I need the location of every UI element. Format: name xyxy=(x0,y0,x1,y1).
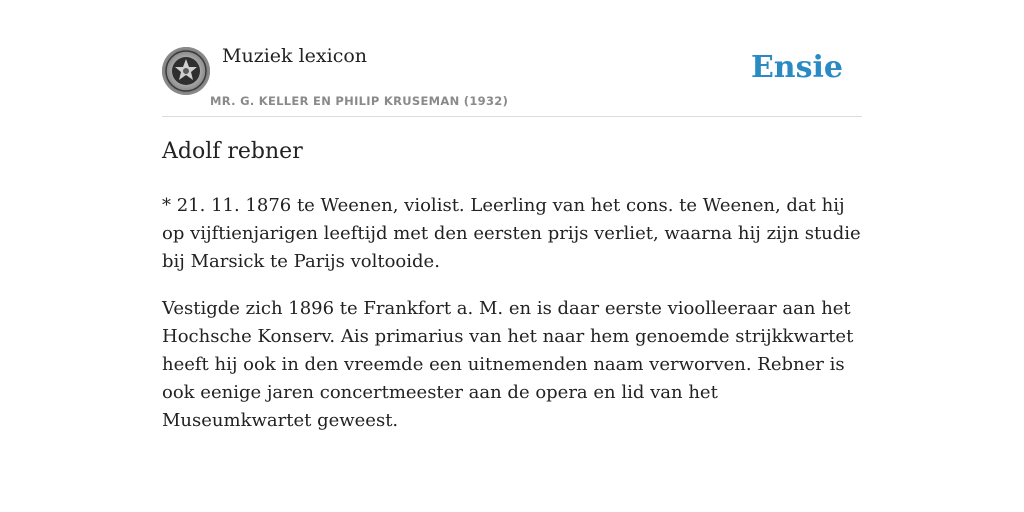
brand-logo-link[interactable]: Ensie xyxy=(750,50,843,85)
entry-paragraph: Vestigde zich 1896 te Frankfort a. M. en is daar eerste vioolleeraar aan het Hochsche Konserv. Ais primarius van het naar hem genoemde strijkkwartet heeft hij ook in den vreemde een uitnemenden naam verworven. Rebner is ook eenige jaren concertmeester aan de opera en lid van het Museumkwartet geweest. xyxy=(162,298,854,431)
entry-body xyxy=(162,192,862,454)
book-seal-icon[interactable] xyxy=(162,47,210,95)
entry-paragraph: * 21. 11. 1876 te Weenen, violist. Leerling van het cons. te Weenen, dat hij op vijftienjarigen leeftijd met den eersten prijs verliet, waarna hij zijn studie bij Marsick te Parijs voltooide. xyxy=(162,195,861,272)
book-authors: MR. G. KELLER EN PHILIP KRUSEMAN (1932) xyxy=(210,94,509,108)
page-header xyxy=(162,0,862,117)
book-title[interactable]: Muziek lexicon xyxy=(222,45,368,67)
content-container xyxy=(162,0,862,431)
entry-title: Adolf rebner xyxy=(162,139,303,164)
